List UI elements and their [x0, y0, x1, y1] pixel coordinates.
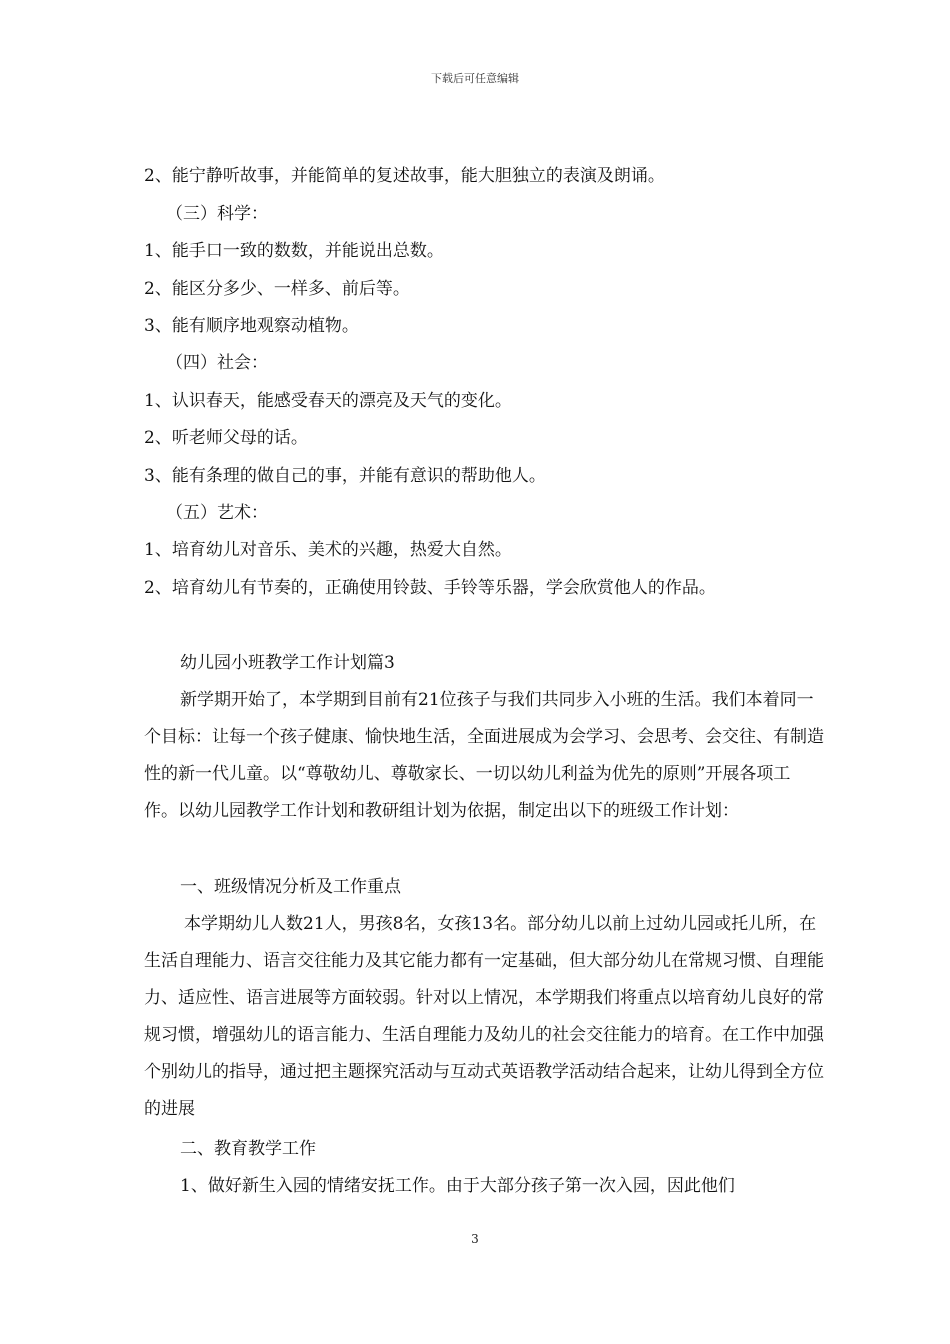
subsection-heading: （三）科学： — [166, 204, 268, 224]
paragraph: 本学期幼儿人数21人，男孩8名，女孩13名。部分幼儿以前上过幼儿园或托儿所，在生活自理能力、语言交往能力及其它能力都有一定基础，但大部分幼儿在常规习惯、自理能力、适应性、语言进展等方面较弱。针对以上情况，本学期我们将重点以培育幼儿良好的常规习惯，增强幼儿的语言能力、生活自理能力及幼儿的社会交往能力的培育。在工作中加强个别幼儿的指导，通过把主题探究活动与互动式英语教学活动结合起来，让幼儿得到全方位的进展 — [144, 914, 824, 1119]
text-line: 2、培育幼儿有节奏的，正确使用铃鼓、手铃等乐器，学会欣赏他人的作品。 — [144, 578, 716, 598]
page-header: 下载后可任意编辑 — [431, 72, 519, 85]
text-line: 2、能宁静听故事，并能简单的复述故事，能大胆独立的表演及朗诵。 — [144, 166, 665, 186]
paragraph: 1、做好新生入园的情绪安抚工作。由于大部分孩子第一次入园，因此他们 — [180, 1176, 735, 1196]
subsection-heading: （五）艺术： — [166, 503, 268, 523]
section-title: 幼儿园小班教学工作计划篇3 — [180, 653, 395, 673]
subsection-heading: （四）社会： — [166, 353, 268, 373]
text-line: 1、能手口一致的数数，并能说出总数。 — [144, 241, 444, 261]
text-line: 3、能有条理的做自己的事，并能有意识的帮助他人。 — [144, 466, 546, 486]
text-line: 3、能有顺序地观察动植物。 — [144, 316, 359, 336]
text-line: 1、认识春天，能感受春天的漂亮及天气的变化。 — [144, 391, 512, 411]
page-number: 3 — [471, 1232, 479, 1246]
text-line: 2、能区分多少、一样多、前后等。 — [144, 279, 410, 299]
text-line: 2、听老师父母的话。 — [144, 428, 308, 448]
section-heading: 一、班级情况分析及工作重点 — [180, 877, 401, 897]
section-heading: 二、教育教学工作 — [180, 1139, 316, 1159]
paragraph: 新学期开始了，本学期到目前有21位孩子与我们共同步入小班的生活。我们本着同一个目标：让每一个孩子健康、愉快地生活，全面进展成为会学习、会思考、会交往、有制造性的新一代儿童。以“尊敬幼儿、尊敬家长、一切以幼儿利益为优先的原则”开展各项工作。以幼儿园教学工作计划和教研组计划为依据，制定出以下的班级工作计划： — [144, 690, 824, 821]
text-line: 1、培育幼儿对音乐、美术的兴趣，热爱大自然。 — [144, 540, 512, 560]
